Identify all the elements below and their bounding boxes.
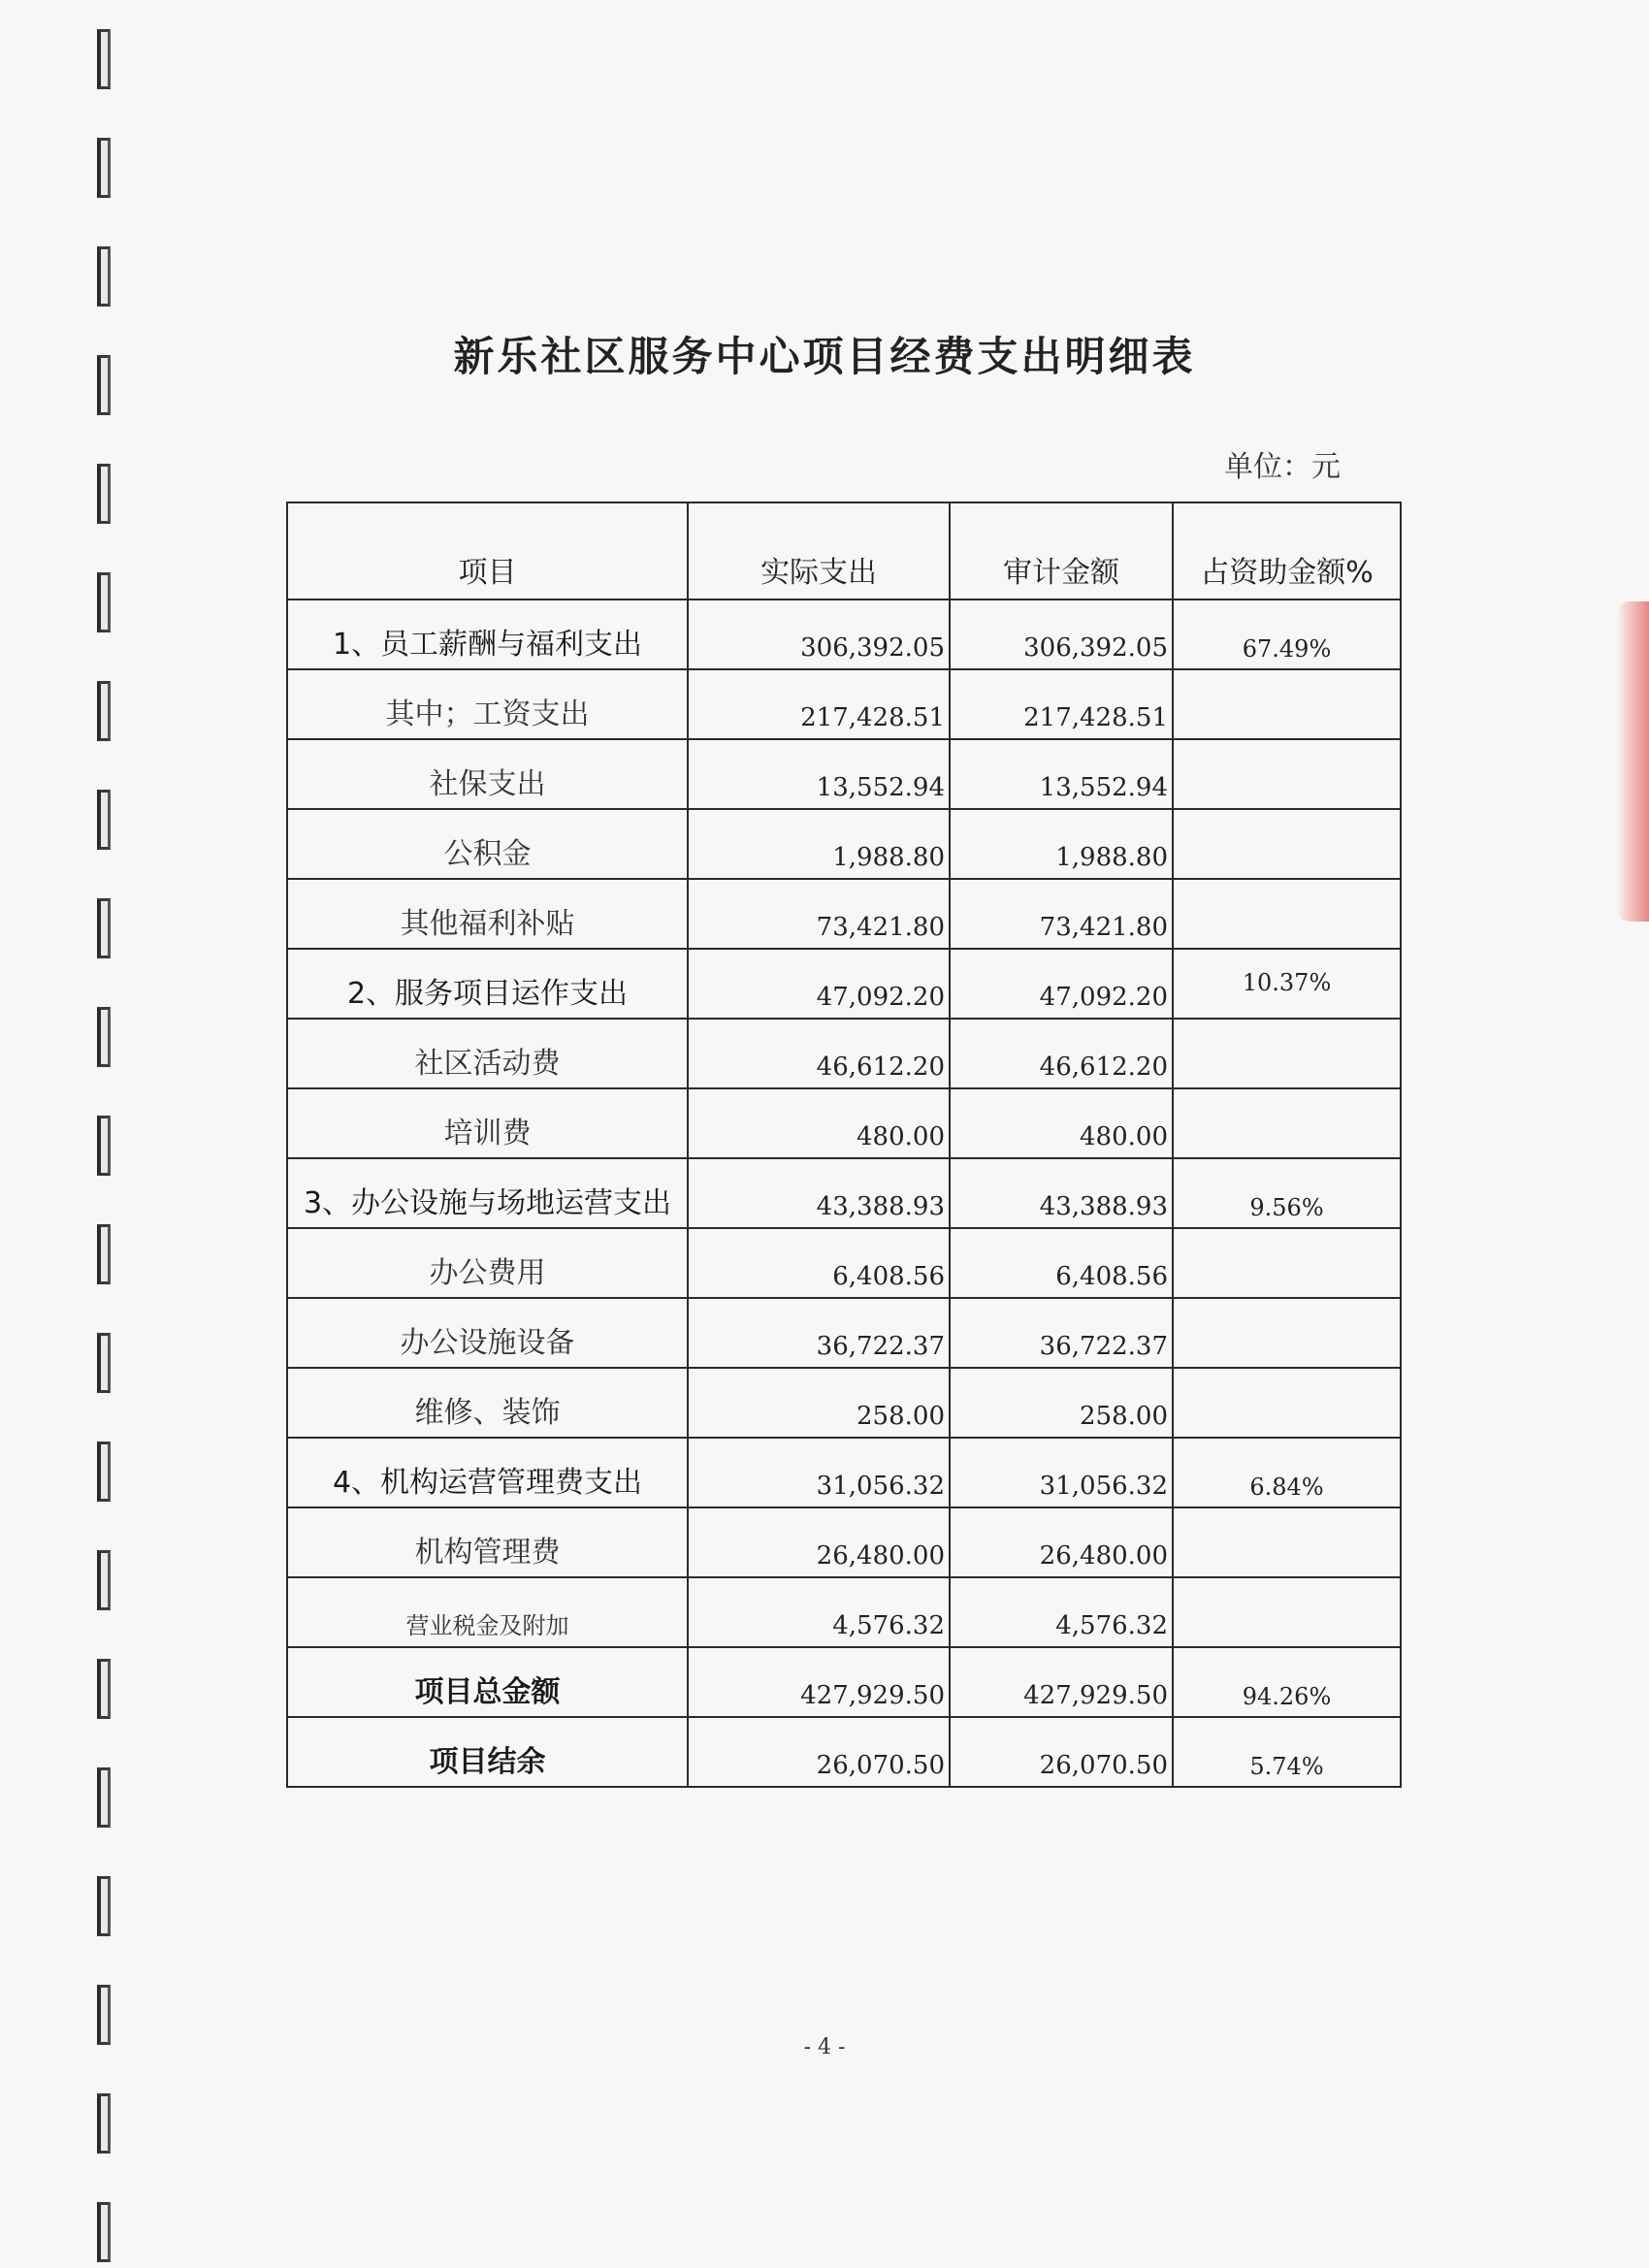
table-row	[287, 1088, 1401, 1158]
document-title: 新乐社区服务中心项目经费支出明细表	[453, 333, 1196, 380]
table-row	[287, 949, 1401, 1019]
row-percent	[1173, 879, 1401, 949]
row-actual: 1,988.80	[688, 809, 950, 879]
table-row	[287, 879, 1401, 949]
binding-ring	[97, 1224, 111, 1284]
table-row	[287, 1577, 1401, 1647]
row-item: 项目结余	[287, 1717, 688, 1787]
binding-ring	[97, 1550, 111, 1610]
row-percent	[1173, 1088, 1401, 1158]
table-row	[287, 1228, 1401, 1298]
table-row	[287, 1438, 1401, 1507]
table-row	[287, 599, 1401, 669]
row-actual: 480.00	[688, 1088, 950, 1158]
row-item: 其他福利补贴	[287, 879, 688, 949]
row-percent: 9.56%	[1173, 1158, 1401, 1228]
row-item: 社区活动费	[287, 1019, 688, 1088]
row-audited: 6,408.56	[950, 1228, 1173, 1298]
row-audited: 13,552.94	[950, 739, 1173, 809]
row-audited: 47,092.20	[950, 949, 1173, 1019]
header-audited-amount: 审计金额	[950, 502, 1173, 599]
binding-ring	[97, 1876, 111, 1936]
table-row	[287, 1368, 1401, 1438]
row-item: 项目总金额	[287, 1647, 688, 1717]
table-row	[287, 669, 1401, 739]
row-item: 营业税金及附加	[287, 1577, 688, 1647]
row-item: 2、服务项目运作支出	[287, 949, 688, 1019]
row-actual: 427,929.50	[688, 1647, 950, 1717]
row-percent	[1173, 1368, 1401, 1438]
binding-ring	[97, 898, 111, 958]
header-actual-expense: 实际支出	[688, 502, 950, 599]
row-percent: 6.84%	[1173, 1438, 1401, 1507]
row-item: 维修、装饰	[287, 1368, 688, 1438]
red-seal-stamp	[1616, 601, 1649, 922]
binding-ring	[97, 572, 111, 632]
row-actual: 13,552.94	[688, 739, 950, 809]
row-actual: 31,056.32	[688, 1438, 950, 1507]
row-item: 社保支出	[287, 739, 688, 809]
row-percent	[1173, 1507, 1401, 1577]
table-row-total	[287, 1647, 1401, 1717]
row-actual: 258.00	[688, 1368, 950, 1438]
binding-ring	[97, 464, 111, 524]
row-percent	[1173, 1228, 1401, 1298]
row-audited: 306,392.05	[950, 599, 1173, 669]
row-actual: 4,576.32	[688, 1577, 950, 1647]
binding-ring	[97, 1659, 111, 1719]
header-funding-percent: 占资助金额%	[1173, 502, 1401, 599]
row-actual: 46,612.20	[688, 1019, 950, 1088]
unit-label: 单位：元	[1224, 450, 1341, 484]
row-item: 3、办公设施与场地运营支出	[287, 1158, 688, 1228]
row-item: 公积金	[287, 809, 688, 879]
row-audited: 1,988.80	[950, 809, 1173, 879]
binding-ring	[97, 29, 111, 89]
binding-ring	[97, 1007, 111, 1067]
row-percent: 67.49%	[1173, 599, 1401, 669]
row-actual: 306,392.05	[688, 599, 950, 669]
row-audited: 427,929.50	[950, 1647, 1173, 1717]
expense-detail-table	[286, 502, 1402, 1788]
row-percent	[1173, 739, 1401, 809]
row-item: 培训费	[287, 1088, 688, 1158]
row-percent	[1173, 1019, 1401, 1088]
row-percent	[1173, 809, 1401, 879]
binding-ring	[97, 790, 111, 850]
row-actual: 43,388.93	[688, 1158, 950, 1228]
row-audited: 4,576.32	[950, 1577, 1173, 1647]
row-audited: 31,056.32	[950, 1438, 1173, 1507]
row-percent: 5.74%	[1173, 1717, 1401, 1787]
table-row	[287, 739, 1401, 809]
row-item: 办公设施设备	[287, 1298, 688, 1368]
row-audited: 26,480.00	[950, 1507, 1173, 1577]
binding-ring	[97, 138, 111, 198]
row-actual: 26,070.50	[688, 1717, 950, 1787]
table-row	[287, 1019, 1401, 1088]
binding-ring	[97, 2202, 111, 2262]
row-audited: 480.00	[950, 1088, 1173, 1158]
table-row	[287, 1298, 1401, 1368]
row-audited: 258.00	[950, 1368, 1173, 1438]
row-actual: 26,480.00	[688, 1507, 950, 1577]
row-actual: 73,421.80	[688, 879, 950, 949]
row-actual: 47,092.20	[688, 949, 950, 1019]
row-item: 办公费用	[287, 1228, 688, 1298]
row-percent	[1173, 1577, 1401, 1647]
row-actual: 6,408.56	[688, 1228, 950, 1298]
table-header-row	[287, 502, 1401, 599]
row-item: 4、机构运营管理费支出	[287, 1438, 688, 1507]
binding-ring	[97, 681, 111, 741]
binding-ring	[97, 2093, 111, 2154]
binding-ring	[97, 1767, 111, 1828]
row-actual: 217,428.51	[688, 669, 950, 739]
header-item: 项目	[287, 502, 688, 599]
row-actual: 36,722.37	[688, 1298, 950, 1368]
row-item: 机构管理费	[287, 1507, 688, 1577]
binding-ring	[97, 246, 111, 307]
row-percent	[1173, 1298, 1401, 1368]
row-item: 1、员工薪酬与福利支出	[287, 599, 688, 669]
row-percent: 94.26%	[1173, 1647, 1401, 1717]
table-row	[287, 1507, 1401, 1577]
row-audited: 73,421.80	[950, 879, 1173, 949]
table-row-balance	[287, 1717, 1401, 1787]
row-audited: 217,428.51	[950, 669, 1173, 739]
binding-ring	[97, 1333, 111, 1393]
table-row	[287, 1158, 1401, 1228]
row-percent: 10.37%	[1173, 949, 1401, 1019]
row-audited: 36,722.37	[950, 1298, 1173, 1368]
row-percent	[1173, 669, 1401, 739]
row-audited: 46,612.20	[950, 1019, 1173, 1088]
row-audited: 26,070.50	[950, 1717, 1173, 1787]
binding-ring	[97, 1116, 111, 1176]
table-row	[287, 809, 1401, 879]
row-audited: 43,388.93	[950, 1158, 1173, 1228]
row-item: 其中；工资支出	[287, 669, 688, 739]
page-number: - 4 -	[803, 2035, 846, 2059]
binding-ring	[97, 1442, 111, 1502]
